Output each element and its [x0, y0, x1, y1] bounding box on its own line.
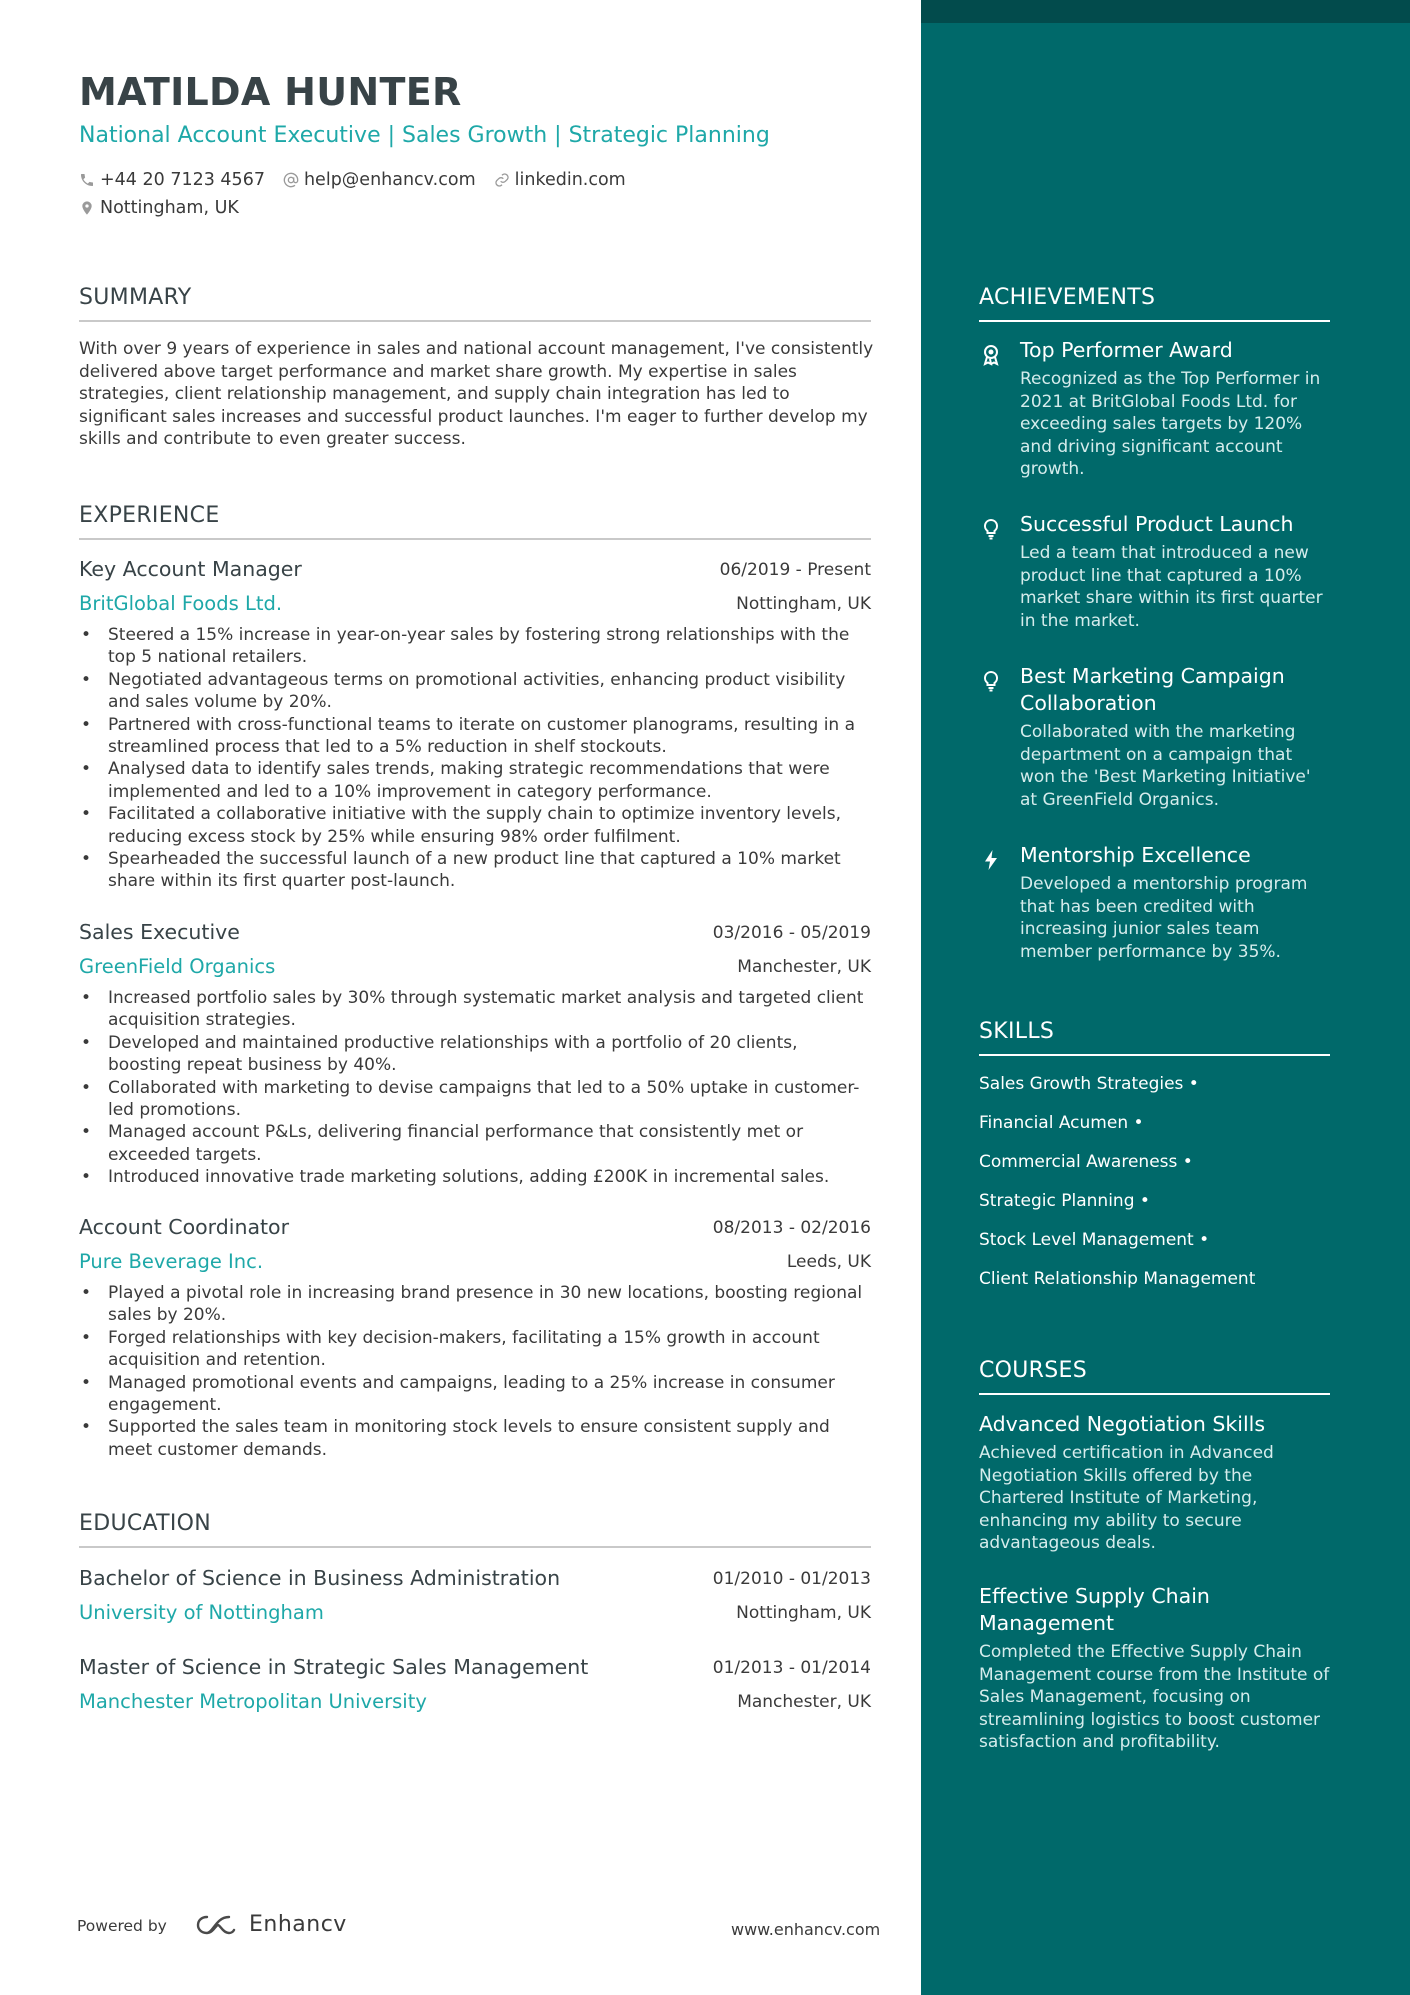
degree-title: Bachelor of Science in Business Administration	[79, 1566, 561, 1590]
lightbulb-icon	[979, 669, 1003, 693]
headline: National Account Executive | Sales Growth | Strategic Planning	[79, 123, 770, 148]
entry-subheader	[79, 592, 871, 620]
skill-item: Stock Level Management •	[979, 1230, 1210, 1250]
course-item	[979, 1583, 1330, 1754]
candidate-name: MATILDA HUNTER	[79, 70, 462, 114]
entry-header	[79, 1566, 871, 1594]
bullet-item: • Managed promotional events and campaigns, leading to a 25% increase in consumer engagement.	[79, 1372, 871, 1417]
achievement-desc: Recognized as the Top Performer in 2021 at BritGlobal Foods Ltd. for exceeding sales targets by 120% and driving significant account growth.	[1020, 369, 1321, 479]
bullet-item: • Introduced innovative trade marketing solutions, adding £200K in incremental sales.	[79, 1166, 871, 1188]
at-icon	[283, 172, 299, 188]
achievement-desc: Led a team that introduced a new product line that captured a 10% market share within its first quarter in the market.	[1020, 543, 1323, 631]
location-contact	[79, 198, 239, 218]
course-item	[979, 1411, 1330, 1555]
footer-website[interactable]: www.enhancv.com	[731, 1920, 881, 1939]
degree-title: Master of Science in Strategic Sales Management	[79, 1655, 589, 1679]
phone-contact	[79, 170, 265, 190]
sidebar-top-band	[921, 0, 1410, 23]
email-contact[interactable]	[283, 170, 476, 190]
achievement-title: Top Performer Award	[1020, 338, 1233, 362]
enhancv-logo[interactable]	[195, 1912, 347, 1937]
achievement-item	[979, 511, 1330, 632]
linkedin-text: linkedin.com	[514, 170, 626, 190]
job-title: Key Account Manager	[79, 557, 302, 581]
skills-heading: SKILLS	[979, 1019, 1330, 1056]
job-title: Sales Executive	[79, 920, 240, 944]
bullet-item: • Supported the sales team in monitoring stock levels to ensure consistent supply and meet customer demands.	[79, 1416, 871, 1461]
courses-heading: COURSES	[979, 1358, 1330, 1395]
achievement-title: Successful Product Launch	[1020, 512, 1294, 536]
course-title: Advanced Negotiation Skills	[979, 1412, 1266, 1436]
achievement-item	[979, 337, 1330, 481]
entry-subheader	[79, 1250, 871, 1278]
company-name: BritGlobal Foods Ltd.	[79, 592, 283, 615]
location-text: Nottingham, UK	[100, 198, 239, 218]
lightbulb-icon	[979, 517, 1003, 541]
bullet-item: • Steered a 15% increase in year-on-year sales by fostering strong relationships with the top 5 national retailers.	[79, 624, 871, 669]
link-icon	[494, 172, 510, 188]
job-title: Account Coordinator	[79, 1215, 290, 1239]
summary-text: With over 9 years of experience in sales and national account management, I've consistently delivered above target performance and market share growth. My expertise in sales strategies, client relationship management, and supply chain integration has led to significant sales increases and successful product launches. I'm eager to further develop my skills and contribute to even greater success.	[79, 339, 874, 450]
powered-by-label: Powered by	[77, 1917, 167, 1935]
entry-subheader	[79, 1601, 871, 1629]
experience-entry	[79, 557, 871, 893]
entry-subheader	[79, 1690, 871, 1718]
job-location: Nottingham, UK	[736, 594, 871, 614]
education-dates: 01/2013 - 01/2014	[712, 1658, 871, 1678]
company-name: GreenField Organics	[79, 955, 276, 978]
achievement-item	[979, 842, 1330, 963]
education-entry	[79, 1655, 871, 1718]
school-location: Nottingham, UK	[736, 1603, 871, 1623]
bullet-item: • Analysed data to identify sales trends, making strategic recommendations that were implemented and led to a 10% improvement in category performance.	[79, 758, 871, 803]
summary-heading: SUMMARY	[79, 285, 871, 322]
enhancv-logo-icon	[195, 1913, 241, 1937]
bullet-item: • Spearheaded the successful launch of a new product line that captured a 10% market share within its first quarter post-launch.	[79, 848, 871, 893]
bullet-item: • Played a pivotal role in increasing brand presence in 30 new locations, boosting regional sales by 20%.	[79, 1282, 871, 1327]
entry-subheader	[79, 955, 871, 983]
job-dates: 06/2019 - Present	[719, 560, 871, 580]
phone-icon	[79, 172, 95, 188]
job-location: Manchester, UK	[737, 957, 871, 977]
bullet-item: • Managed account P&Ls, delivering financial performance that consistently met or exceeded targets.	[79, 1121, 871, 1166]
entry-header	[79, 557, 871, 585]
experience-heading: EXPERIENCE	[79, 503, 871, 540]
skill-item: Strategic Planning •	[979, 1191, 1150, 1211]
education-entry	[79, 1566, 871, 1629]
location-pin-icon	[79, 200, 95, 216]
school-name: University of Nottingham	[79, 1601, 324, 1624]
phone-text: +44 20 7123 4567	[100, 170, 265, 190]
bullet-item: • Partnered with cross-functional teams to iterate on customer planograms, resulting in a streamlined process that led to a 5% reduction in shelf stockouts.	[79, 714, 871, 759]
email-text: help@enhancv.com	[303, 170, 476, 190]
job-dates: 03/2016 - 05/2019	[712, 923, 871, 943]
job-dates: 08/2013 - 02/2016	[712, 1218, 871, 1238]
experience-entry	[79, 1215, 871, 1461]
education-dates: 01/2010 - 01/2013	[712, 1569, 871, 1589]
bullet-item: • Forged relationships with key decision-makers, facilitating a 15% growth in account acquisition and retention.	[79, 1327, 871, 1372]
job-bullets	[79, 1282, 871, 1461]
course-desc: Achieved certification in Advanced Negotiation Skills offered by the Chartered Institute of Marketing, enhancing my ability to secure advantageous deals.	[979, 1443, 1274, 1553]
job-bullets	[79, 987, 871, 1189]
achievements-heading: ACHIEVEMENTS	[979, 285, 1330, 322]
achievement-desc: Developed a mentorship program that has been credited with increasing junior sales team member performance by 35%.	[1020, 874, 1308, 962]
experience-entry	[79, 920, 871, 1189]
entry-header	[79, 1655, 871, 1683]
bullet-item: • Collaborated with marketing to devise campaigns that led to a 50% uptake in customer-led promotions.	[79, 1077, 871, 1122]
school-name: Manchester Metropolitan University	[79, 1690, 427, 1713]
linkedin-contact[interactable]	[494, 170, 626, 190]
award-icon	[979, 343, 1003, 367]
bullet-item: • Increased portfolio sales by 30% through systematic market analysis and targeted client acquisition strategies.	[79, 987, 871, 1032]
job-bullets	[79, 624, 871, 893]
enhancv-logo-text: Enhancv	[249, 1912, 347, 1937]
course-title: Effective Supply Chain Management	[979, 1584, 1210, 1635]
skill-item: Client Relationship Management	[979, 1269, 1256, 1289]
entry-header	[79, 1215, 871, 1243]
skill-item: Sales Growth Strategies •	[979, 1074, 1199, 1094]
job-location: Leeds, UK	[786, 1252, 871, 1272]
skill-item: Financial Acumen •	[979, 1113, 1144, 1133]
bullet-item: • Developed and maintained productive relationships with a portfolio of 20 clients, boosting repeat business by 40%.	[79, 1032, 871, 1077]
course-desc: Completed the Effective Supply Chain Management course from the Institute of Sales Management, focusing on streamlining logistics to boost customer satisfaction and profitability.	[979, 1642, 1330, 1752]
lightning-icon	[979, 848, 1003, 872]
achievement-item	[979, 663, 1330, 811]
contact-row	[79, 170, 644, 190]
school-location: Manchester, UK	[737, 1692, 871, 1712]
skill-item: Commercial Awareness •	[979, 1152, 1193, 1172]
bullet-item: • Negotiated advantageous terms on promotional activities, enhancing product visibility and sales volume by 20%.	[79, 669, 871, 714]
entry-header	[79, 920, 871, 948]
company-name: Pure Beverage Inc.	[79, 1250, 264, 1273]
achievement-title: Best Marketing Campaign Collaboration	[1020, 664, 1285, 715]
achievement-desc: Collaborated with the marketing department on a campaign that won the 'Best Marketing Initiative' at GreenField Organics.	[1020, 722, 1311, 810]
achievement-title: Mentorship Excellence	[1020, 843, 1251, 867]
bullet-item: • Facilitated a collaborative initiative with the supply chain to optimize inventory levels, reducing excess stock by 25% while ensuring 98% order fulfilment.	[79, 803, 871, 848]
education-heading: EDUCATION	[79, 1511, 871, 1548]
location-row	[79, 198, 257, 218]
